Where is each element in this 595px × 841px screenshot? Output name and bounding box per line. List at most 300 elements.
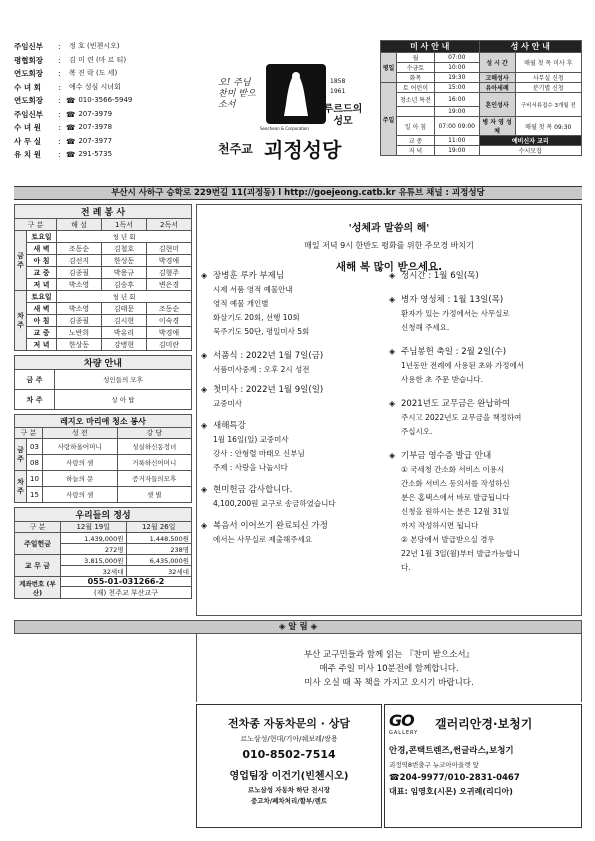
notice-text: 시제 서품 영적 예물안내	[213, 285, 293, 294]
liturgy-cell: 박소영	[57, 279, 102, 291]
emblem-org: Seocheon & Corporation	[260, 126, 309, 131]
vehicle-value: 상 아 탑	[55, 390, 192, 410]
diamond-bullet-icon: ◈	[389, 295, 396, 304]
notice-text: 영적 예물 개인별	[213, 299, 269, 308]
ad-glasses-title: 갤러리안경·보청기	[435, 717, 533, 731]
cleaning-head: 구 분	[15, 428, 43, 439]
notice-line	[201, 363, 389, 377]
cleaning-group: 금 주	[15, 439, 27, 471]
indent	[389, 359, 401, 373]
ad-car-phone: 010-8502-7514	[242, 748, 336, 761]
liturgy-cell: 강병현	[102, 339, 147, 351]
liturgy-cell: 조동순	[147, 303, 192, 315]
notice-text: 주제 : 사랑을 나눕시다	[213, 463, 288, 472]
mass-name	[397, 117, 435, 136]
liturgy-cell: 변은경	[147, 279, 192, 291]
staff-value: 010-3566-5949	[78, 96, 133, 104]
notice-line	[201, 397, 389, 411]
notice-text: 현미헌금 감사합니다.	[213, 485, 293, 495]
phone-icon: ☎	[66, 123, 76, 132]
liturgy-cell: 이숙경	[147, 315, 192, 327]
notice-text: 간소화 서비스 동의서를 작성하신	[401, 479, 510, 488]
offering-head: 12월 26일	[126, 522, 192, 533]
church-prefix: 천주교	[218, 142, 253, 156]
cleaning-a: 하늘의 문	[43, 471, 118, 487]
offering-head: 구 분	[15, 522, 61, 533]
cleaning-head: 성 전	[43, 428, 118, 439]
liturgy-cell: 김승후	[102, 279, 147, 291]
slogan-text: 오! 주님 찬미 받으소서	[218, 78, 256, 110]
indent	[389, 561, 401, 575]
notice-line	[201, 533, 389, 547]
mass-day: 월	[397, 53, 435, 63]
indent	[201, 363, 213, 377]
indent	[201, 533, 213, 547]
notice-text: 다.	[401, 563, 411, 572]
indent	[389, 307, 401, 321]
staff-colon: :	[58, 55, 61, 65]
notice-line	[389, 477, 579, 491]
staff-colon: :	[58, 150, 61, 159]
offering-a: 1,439,000원	[61, 533, 127, 544]
notice-text: 신청해 주세요.	[401, 323, 450, 332]
notice-line	[201, 419, 389, 433]
phone-icon: ☎	[66, 136, 76, 146]
cleaning-a: 사랑의 샘	[43, 487, 118, 503]
notice-line	[389, 411, 579, 425]
table-row	[15, 267, 192, 279]
offering-b2: 32세대	[126, 566, 192, 577]
sac-label: 고해성사	[479, 73, 515, 83]
main-sub: 매일 저녁 9시 한반도 평화를 위한 주모경 바치기	[304, 241, 474, 250]
indent	[389, 425, 401, 439]
left-notices	[201, 269, 389, 547]
notice-text: 강사 : 안형렬 마태오 신부님	[213, 449, 305, 458]
ad-glasses	[384, 704, 582, 828]
notice-text: 까지 작성하시면 됩니다	[401, 521, 479, 530]
cleaning-group: 차 주	[15, 471, 27, 503]
notice-line	[389, 505, 579, 519]
church-name: 괴정성당	[264, 138, 342, 162]
liturgy-role: 저 녁	[27, 339, 57, 351]
staff-row	[14, 81, 174, 95]
notice-text: ① 국세청 간소화 서비스 이용시	[401, 465, 505, 474]
table-row	[15, 555, 192, 566]
cleaning-no: 08	[27, 455, 43, 471]
mass-name: 교 중	[397, 136, 435, 146]
indent	[201, 311, 213, 325]
liturgy-cell: 박용규	[102, 267, 147, 279]
liturgy-cell: 김종필	[57, 267, 102, 279]
mass-title: 미 사 안 내	[381, 41, 480, 53]
notice-line	[389, 547, 579, 561]
staff-label: 수 녀 회	[14, 82, 41, 92]
sac-value: 매월 첫 목 09:30	[515, 117, 581, 136]
table-row	[15, 533, 192, 544]
mass-name: 아 침	[412, 123, 427, 131]
notice-text: 환자가 있는 가정에서는 사무실로	[401, 309, 510, 318]
vehicle-label: 차 주	[15, 390, 55, 410]
notice-text: 4,100,200원 교구로 송금하였습니다	[213, 499, 336, 508]
liturgy-cell: 김현미	[147, 243, 192, 255]
table-row	[15, 487, 192, 503]
offering-a2: 272명	[61, 544, 127, 555]
notice-item	[389, 293, 579, 335]
staff-row	[14, 148, 174, 162]
staff-colon: :	[58, 69, 61, 78]
cleaning-title: 레지오 마리애 청소 봉사	[15, 415, 192, 428]
offering-b: 1,448,500원	[126, 533, 192, 544]
account-number: 055-01-031266-2	[61, 577, 192, 587]
notice-text: 복음서 이어쓰기 완료되신 가정	[213, 521, 328, 531]
liturgy-role: 토요일	[27, 231, 57, 243]
notice-text: 2021년도 교무금은 완납하여	[401, 399, 511, 409]
notice-line	[201, 461, 389, 475]
notice-item	[389, 345, 579, 387]
sac-value: 매월 첫 목 미사 후	[515, 53, 581, 73]
weekday-label: 평일	[381, 53, 397, 83]
liturgy-table	[14, 204, 192, 351]
liturgy-cell: 노반희	[57, 327, 102, 339]
cleaning-head: 강 당	[117, 428, 192, 439]
phone-icon: ☎	[66, 109, 76, 119]
staff-value: 복 진 락 (도 세)	[69, 69, 118, 77]
liturgy-cell: 청 년 회	[57, 291, 192, 303]
table-row	[15, 255, 192, 267]
staff-value: 정 호 (빈첸시오)	[69, 42, 120, 50]
liturgy-title: 전 례 봉 사	[15, 205, 192, 219]
staff-row	[14, 40, 174, 54]
ad-glasses-phone: ☎204-9977/010-2831-0467	[389, 773, 520, 783]
staff-list	[14, 40, 174, 162]
table-row	[15, 303, 192, 315]
notice-text: 에서는 사무실로 제출해주세요	[213, 535, 312, 544]
notice-line	[201, 297, 389, 311]
notice-line	[389, 561, 579, 575]
staff-label: 주임신부	[14, 42, 43, 51]
diamond-bullet-icon: ◈	[389, 271, 396, 280]
mass-sacrament-panel	[380, 40, 582, 156]
ad-car-line1: 르노삼성 자동차 하단 전시장	[247, 786, 331, 794]
indent	[389, 463, 401, 477]
notice-item	[389, 449, 579, 575]
table-row	[15, 327, 192, 339]
table-row	[15, 471, 192, 487]
main-content	[196, 204, 582, 616]
staff-colon: :	[58, 136, 61, 146]
liturgy-cell: 김태문	[102, 303, 147, 315]
liturgy-cell: 박경애	[147, 327, 192, 339]
ad-car-manager: 영업팀장 이건기(빈첸시오)	[229, 771, 349, 782]
table-row	[15, 279, 192, 291]
diamond-bullet-icon: ◈	[201, 421, 208, 430]
patron-name: 루르드의 성모	[323, 104, 363, 127]
emblem-year-bottom: 1961	[330, 88, 346, 95]
notice-line	[389, 463, 579, 477]
cleaning-no: 15	[27, 487, 43, 503]
notice-line	[201, 447, 389, 461]
staff-row	[14, 135, 174, 149]
mass-time: 15:00	[434, 83, 479, 93]
indent	[201, 433, 213, 447]
indent	[389, 411, 401, 425]
mass-time: 19:00	[434, 107, 479, 117]
logo-area	[218, 46, 368, 171]
cleaning-no: 10	[27, 471, 43, 487]
sacrament-title: 성 사 안 내	[479, 41, 581, 53]
notice-line	[389, 269, 579, 283]
notice-line	[389, 307, 579, 321]
diamond-bullet-icon: ◈	[389, 399, 396, 408]
indent	[201, 283, 213, 297]
alim-line: 미사 오실 때 꼭 책을 가지고 오시기 바랍니다.	[304, 678, 474, 688]
vehicle-title: 차량 안내	[15, 356, 192, 370]
sac-label: 성 시 간	[479, 53, 515, 73]
notice-text: 분은 홈택스에서 바로 발급됩니다	[401, 493, 510, 502]
liturgy-head: 1독서	[102, 219, 147, 231]
liturgy-cell: 박소영	[57, 303, 102, 315]
notice-item	[201, 419, 389, 475]
account-holder: (재) 천주교 부산교구	[61, 587, 192, 599]
cleaning-b: 샛 별	[117, 487, 192, 503]
notice-text: 교중미사	[213, 399, 242, 408]
cleaning-table	[14, 414, 192, 503]
mass-time: 11:00	[434, 136, 479, 146]
liturgy-head: 해 설	[57, 219, 102, 231]
offering-b: 6,435,000원	[126, 555, 192, 566]
emblem-year-top: 1858	[330, 78, 346, 85]
ad-car-line2: 중고차/폐차처리/할부/렌트	[250, 797, 328, 805]
sac-value: 사무실 신청	[515, 73, 581, 83]
notice-line	[201, 283, 389, 297]
liturgy-role: 교 중	[27, 267, 57, 279]
sac-label: 유아세례	[479, 83, 515, 93]
notice-line	[389, 425, 579, 439]
main-heading: '성체과 말씀의 해'	[348, 223, 430, 234]
liturgy-cell: 박경애	[147, 255, 192, 267]
notice-line	[201, 269, 389, 283]
diamond-bullet-icon: ◈	[201, 485, 208, 494]
staff-colon: :	[58, 82, 61, 92]
diamond-bullet-icon: ◈	[389, 451, 396, 460]
liturgy-cell: 김형주	[147, 267, 192, 279]
notice-line	[201, 349, 389, 363]
liturgy-role: 교 중	[27, 327, 57, 339]
cleaning-a: 사랑하올어머니	[43, 439, 118, 455]
liturgy-cell: 김시현	[102, 315, 147, 327]
notice-item	[389, 269, 579, 283]
liturgy-head: 2독서	[147, 219, 192, 231]
notice-text: 장병훈 루카 부제님	[213, 271, 285, 281]
cleaning-no: 03	[27, 439, 43, 455]
table-row	[15, 231, 192, 243]
mass-day: 화목	[397, 73, 435, 83]
notice-line	[389, 491, 579, 505]
indent	[389, 505, 401, 519]
indent	[389, 547, 401, 561]
mass-name	[397, 83, 435, 93]
table-row	[15, 439, 192, 455]
notice-item	[201, 269, 389, 339]
sunday-label: 주일	[381, 83, 397, 156]
notice-text: 묵주기도 50단, 평일미사 5회	[213, 327, 310, 336]
mass-time: 19:30	[434, 73, 479, 83]
notice-text: 서품식 : 2022년 1월 7일(금)	[213, 351, 324, 361]
phone-icon: ☎	[66, 96, 76, 105]
notice-line	[201, 325, 389, 339]
phone-icon: ☎	[66, 150, 76, 159]
sat-label: 토	[402, 85, 409, 92]
notice-line	[389, 397, 579, 411]
sac-value: 분기별 신청	[515, 83, 581, 93]
vehicle-label: 금 주	[15, 370, 55, 390]
staff-label: 주임신부	[14, 109, 43, 119]
liturgy-group: 금 주	[15, 231, 27, 291]
notice-line	[201, 519, 389, 533]
mass-name: 어린이	[410, 85, 429, 92]
offering-a: 3,815,000원	[61, 555, 127, 566]
glasses-logo-icon	[389, 711, 435, 736]
prep-value: 수시모집	[479, 146, 581, 156]
alim-line: 부산 교구민들과 함께 읽는 『찬미 받으소서』	[303, 650, 475, 660]
table-row	[15, 455, 192, 471]
notice-text: 서품미사중계 : 오후 2시 성전	[213, 365, 310, 374]
diamond-bullet-icon: ◈	[201, 271, 208, 280]
notice-text: 22년 1월 3일(월)부터 발급가능합니	[401, 549, 521, 558]
liturgy-cell: 박유리	[102, 327, 147, 339]
notice-text: 첫미사 : 2022년 1월 9일(일)	[213, 385, 324, 395]
staff-row	[14, 67, 174, 81]
mass-table	[380, 40, 582, 156]
indent	[201, 461, 213, 475]
cleaning-b: 거룩하신어머니	[117, 455, 192, 471]
mass-name: 저 녁	[397, 146, 435, 156]
table-row	[15, 291, 192, 303]
offering-label: 주일헌금	[15, 533, 61, 555]
staff-label: 유 치 원	[14, 150, 41, 159]
table-row	[15, 339, 192, 351]
notice-text: ② 본당에서 발급받으실 경우	[401, 535, 495, 544]
alim-bar: ◈ 알 림 ◈	[14, 620, 582, 634]
liturgy-role: 아 침	[27, 255, 57, 267]
table-row	[15, 315, 192, 327]
indent	[201, 325, 213, 339]
vehicle-value: 성인들의 모후	[55, 370, 192, 390]
indent	[389, 519, 401, 533]
notice-text: 성시간 : 1월 6일(목)	[401, 271, 479, 281]
staff-colon: :	[58, 42, 61, 51]
mary-statue-icon	[266, 64, 326, 124]
alim-box	[196, 634, 582, 702]
liturgy-role: 저 녁	[27, 279, 57, 291]
indent	[201, 297, 213, 311]
notice-item	[201, 349, 389, 377]
indent	[389, 477, 401, 491]
ad-car-brands: 르노삼성/현대/기아/쉐보레/쌍용	[240, 735, 338, 743]
offering-label: 교 무 금	[15, 555, 61, 577]
indent	[389, 321, 401, 335]
cleaning-a: 사랑의 샘	[43, 455, 118, 471]
liturgy-cell: 김미란	[147, 339, 192, 351]
cleaning-b: 성실하신동정녀	[117, 439, 192, 455]
notice-text: 병자 영성체 : 1월 13일(목)	[401, 295, 504, 305]
table-row	[15, 243, 192, 255]
notice-text: 신청을 원하시는 분은 12월 31일	[401, 507, 510, 516]
diamond-bullet-icon: ◈	[389, 347, 396, 356]
notice-line	[389, 293, 579, 307]
sac-value: 구비서류접수 3개월 전	[515, 93, 581, 117]
notice-item	[201, 383, 389, 411]
liturgy-cell: 김선지	[57, 255, 102, 267]
sac-label: 병 자 영 성 체	[479, 117, 515, 136]
notice-line	[389, 321, 579, 335]
notice-item	[389, 397, 579, 439]
staff-value: 예수 성심 시녀회	[69, 82, 121, 91]
indent	[201, 397, 213, 411]
staff-value: 207-3978	[78, 123, 113, 131]
mass-time: 10:00	[434, 63, 479, 73]
notice-line	[201, 483, 389, 497]
ad-car	[196, 704, 382, 828]
ad-car-title: 전차종 자동차문의 · 상담	[228, 717, 350, 730]
staff-label: 연도회장	[14, 69, 43, 78]
staff-colon: :	[58, 109, 61, 119]
staff-label: 연도회장	[14, 96, 43, 105]
notice-line	[201, 383, 389, 397]
notice-line	[389, 345, 579, 359]
left-column	[14, 204, 192, 599]
notice-text: 화살기도 20회, 선행 10회	[213, 313, 300, 322]
notice-text: 기부금 영수증 발급 안내	[401, 451, 492, 461]
staff-value: 207-3977	[78, 136, 113, 145]
liturgy-cell: 한성동	[102, 255, 147, 267]
mass-time: 16:00	[434, 93, 479, 107]
staff-row	[14, 121, 174, 135]
liturgy-cell: 한상동	[57, 339, 102, 351]
ad-glasses-owner: 대표: 임영호(시몬) 오귀례(리디아)	[389, 787, 513, 796]
right-notices	[389, 269, 579, 575]
sac-label: 혼인성사	[479, 93, 515, 117]
ad-glasses-products: 안경,콘택트렌즈,썬글라스,보청기	[389, 746, 514, 756]
notice-line	[201, 433, 389, 447]
staff-value: 291-5735	[78, 150, 113, 158]
indent	[201, 497, 213, 511]
indent	[201, 447, 213, 461]
liturgy-role: 새 벽	[27, 303, 57, 315]
liturgy-role: 토요일	[27, 291, 57, 303]
mass-name: 청소년 특전	[397, 93, 435, 107]
notice-line	[389, 533, 579, 547]
notice-item	[201, 483, 389, 511]
notice-line	[201, 497, 389, 511]
account-label: 계좌번호 (부산)	[15, 577, 61, 599]
church-emblem	[266, 64, 326, 124]
liturgy-cell: 김철호	[102, 243, 147, 255]
liturgy-cell: 김종필	[57, 315, 102, 327]
staff-row	[14, 108, 174, 122]
staff-value: 207-3979	[78, 109, 113, 118]
diamond-bullet-icon: ◈	[201, 521, 208, 530]
liturgy-role: 아 침	[27, 315, 57, 327]
alim-line: 매주 주일 미사 10분전에 함께합니다.	[319, 664, 459, 674]
cleaning-b: 증거자들의모후	[117, 471, 192, 487]
offering-table	[14, 507, 192, 599]
diamond-bullet-icon: ◈	[201, 385, 208, 394]
mass-time: 07:00 09:00	[434, 117, 479, 136]
notice-item	[201, 519, 389, 547]
staff-label: 수 녀 원	[14, 123, 41, 132]
notice-text: 주십시오.	[401, 427, 433, 436]
